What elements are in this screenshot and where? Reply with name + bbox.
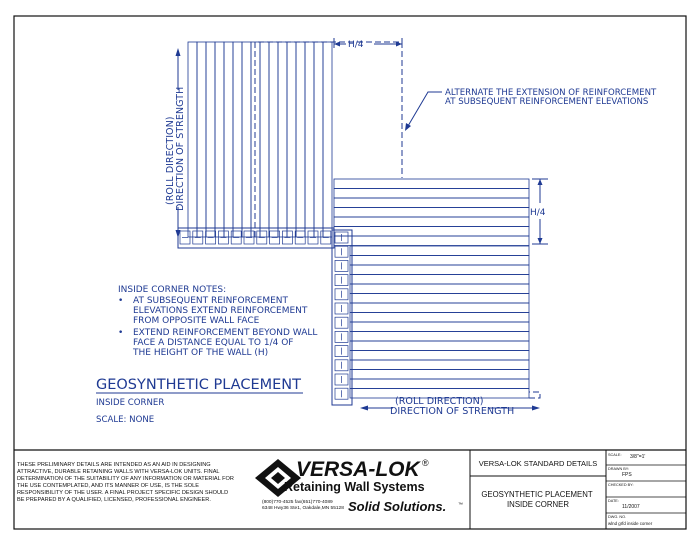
drawing-scale: SCALE: NONE bbox=[96, 415, 155, 425]
roll-direction-vertical bbox=[165, 48, 186, 238]
alternate-note-line-2: AT SUBSEQUENT REINFORCEMENT ELEVATIONS bbox=[445, 97, 649, 107]
note-2-line-1: EXTEND REINFORCEMENT BEYOND WALL bbox=[133, 328, 318, 338]
dwg-no-field-label: DWG. NO. bbox=[608, 515, 627, 519]
horizontal-reinforcement-strip bbox=[350, 294, 529, 304]
horizontal-reinforcement-strip bbox=[334, 189, 529, 199]
alternate-note-leader bbox=[405, 92, 442, 131]
standard-details-label: VERSA-LOK STANDARD DETAILS bbox=[478, 459, 598, 468]
h4-top-label: H/4 bbox=[348, 40, 364, 50]
brand-subtitle: Retaining Wall Systems bbox=[284, 480, 425, 494]
contact-line-1: (800)770-4525 fax(651)770-4089 bbox=[262, 500, 333, 505]
alternate-extension-outline bbox=[255, 42, 402, 178]
horizontal-reinforcement-strip bbox=[350, 341, 529, 351]
detail-title-line-1: GEOSYNTHETIC PLACEMENT bbox=[481, 490, 593, 499]
vertical-reinforcement-strip bbox=[260, 42, 269, 237]
title-block-fields bbox=[606, 453, 686, 526]
vertical-reinforcement-strip bbox=[269, 42, 278, 237]
note-2-line-2: FACE A DISTANCE EQUAL TO 1/4 OF bbox=[133, 338, 294, 348]
note-1 bbox=[133, 296, 310, 326]
detail-title bbox=[481, 490, 594, 509]
vertical-reinforcement-strip bbox=[278, 42, 287, 237]
checked-by-field-label: CHECKED BY: bbox=[608, 483, 634, 487]
horizontal-reinforcement-strip bbox=[334, 179, 529, 189]
drawing-subtitle: INSIDE CORNER bbox=[96, 398, 165, 408]
disclaimer-line-5: RESPONSIBILITY OF THE USER. A FINAL PROJECT SPECIFIC DESIGN SHOULD bbox=[17, 490, 229, 496]
h4-right-dimension bbox=[530, 179, 548, 244]
svg-text:(ROLL DIRECTION) DIRECTI bbox=[390, 396, 514, 417]
title-block bbox=[17, 450, 686, 529]
brand-registered-mark: ® bbox=[422, 458, 429, 468]
note-2-bullet: • bbox=[118, 328, 124, 338]
versa-lok-logo bbox=[255, 458, 463, 514]
inside-corner-notes bbox=[118, 285, 320, 358]
horizontal-reinforcement-strip bbox=[350, 313, 529, 323]
vertical-reinforcement-strip bbox=[287, 42, 296, 237]
dwg-no-field-value: wlnd grfd inside corner bbox=[608, 521, 653, 526]
horizontal-reinforcement-strip bbox=[350, 322, 529, 332]
h4-top-dimension bbox=[334, 38, 402, 50]
vertical-reinforcement-strip bbox=[206, 42, 215, 237]
note-1-line-3: FROM OPPOSITE WALL FACE bbox=[133, 316, 260, 326]
contact-line-2: 6348 Hwy36 Ste1, Oakdale,MN 55128 bbox=[262, 506, 344, 511]
vertical-reinforcement-strip bbox=[224, 42, 233, 237]
contact-info bbox=[262, 499, 344, 511]
vertical-reinforcement-strip bbox=[242, 42, 251, 237]
roll-vertical-line-2: DIRECTION OF STRENGTH bbox=[175, 86, 186, 211]
vertical-reinforcement-strip bbox=[323, 42, 332, 237]
alternate-note bbox=[445, 88, 659, 107]
scale-field-label: SCALE: bbox=[608, 453, 622, 457]
vertical-reinforcement-strip bbox=[233, 42, 242, 237]
horizontal-reinforcement-strip bbox=[350, 256, 529, 266]
roll-direction-horizontal bbox=[360, 396, 540, 417]
horizontal-reinforcement-strip bbox=[334, 208, 529, 218]
disclaimer-line-3: DETERMINATION OF THE SUITABILITY OF ANY INFORMATION OR MATERIAL FOR bbox=[17, 476, 234, 482]
roll-vertical-line-1: (ROLL DIRECTION) bbox=[165, 116, 176, 205]
horizontal-reinforcement-strip bbox=[350, 275, 529, 285]
brand-name: VERSA-LOK bbox=[296, 458, 420, 481]
note-2 bbox=[132, 328, 320, 358]
slogan: Solid Solutions. bbox=[348, 499, 447, 514]
h4-right-label: H/4 bbox=[530, 208, 546, 218]
horizontal-reinforcement-strip bbox=[350, 303, 529, 313]
note-1-line-2: ELEVATIONS EXTEND REINFORCEMENT bbox=[133, 306, 308, 316]
drawn-by-field-label: DRAWN BY: bbox=[608, 467, 630, 471]
horizontal-reinforcement-strip bbox=[350, 265, 529, 275]
horizontal-reinforcement-strip bbox=[350, 379, 529, 389]
date-field-label: DATE: bbox=[608, 499, 619, 503]
horizontal-reinforcement-strip bbox=[350, 360, 529, 370]
drawing-title-block bbox=[96, 377, 303, 425]
horizontal-reinforcement-strip bbox=[350, 284, 529, 294]
alternate-note-line-1: ALTERNATE THE EXTENSION OF REINFORCEMENT bbox=[445, 88, 657, 98]
horizontal-reinforcement-strip bbox=[334, 236, 529, 246]
drawn-by-field-value: FPS bbox=[622, 472, 632, 478]
disclaimer-line-4: THE USE CONTEMPLATED, AND ITS MANNER OF USE, IS THE SOLE bbox=[17, 483, 199, 489]
horizontal-reinforcement-strip bbox=[350, 351, 529, 361]
roll-horizontal-line-1: (ROLL DIRECTION) bbox=[395, 396, 484, 407]
alternate-extension-outline bbox=[529, 392, 540, 398]
horizontal-reinforcement-strip bbox=[334, 227, 529, 237]
horizontal-reinforcement-strip bbox=[350, 332, 529, 342]
notes-title: INSIDE CORNER NOTES: bbox=[118, 285, 227, 295]
horizontal-reinforcement-strip bbox=[350, 246, 529, 256]
horizontal-reinforcement-strip bbox=[350, 370, 529, 380]
vertical-reinforcement-strip bbox=[188, 42, 197, 237]
disclaimer-line-6: BE PREPARED BY A QUALIFIED, LICENSED, PROFESSIONAL ENGINEER. bbox=[17, 497, 211, 503]
detail-title-line-2: INSIDE CORNER bbox=[507, 500, 569, 509]
disclaimer-line-1: THESE PRELIMINARY DETAILS ARE INTENDED AS AN AID IN DESIGNING bbox=[17, 462, 211, 468]
scale-field-value: 3/8"=1' bbox=[630, 454, 646, 460]
vertical-reinforcement-strip bbox=[314, 42, 323, 237]
note-2-line-3: THE HEIGHT OF THE WALL (H) bbox=[133, 348, 269, 358]
vertical-reinforcement-strip bbox=[305, 42, 314, 237]
vertical-reinforcement-strip bbox=[215, 42, 224, 237]
svg-text:(ROLL DIRECTION) DIRECTI bbox=[165, 87, 186, 211]
date-field-value: 11/2007 bbox=[622, 504, 640, 510]
drawing-title: GEOSYNTHETIC PLACEMENT bbox=[96, 377, 301, 393]
disclaimer bbox=[17, 462, 236, 503]
vertical-reinforcement-strip bbox=[296, 42, 305, 237]
horizontal-reinforcement-strip bbox=[334, 217, 529, 227]
note-1-bullet: • bbox=[118, 296, 124, 306]
slogan-trademark: ™ bbox=[458, 502, 463, 508]
disclaimer-line-2: ATTRACTIVE, DURABLE RETAINING WALLS WITH VERSA-LOK UNITS. FINAL bbox=[17, 469, 220, 475]
vertical-reinforcement-strip bbox=[197, 42, 206, 237]
horizontal-reinforcement-strip bbox=[334, 198, 529, 208]
roll-horizontal-line-2: DIRECTION OF STRENGTH bbox=[390, 406, 515, 417]
note-1-line-1: AT SUBSEQUENT REINFORCEMENT bbox=[133, 296, 289, 306]
